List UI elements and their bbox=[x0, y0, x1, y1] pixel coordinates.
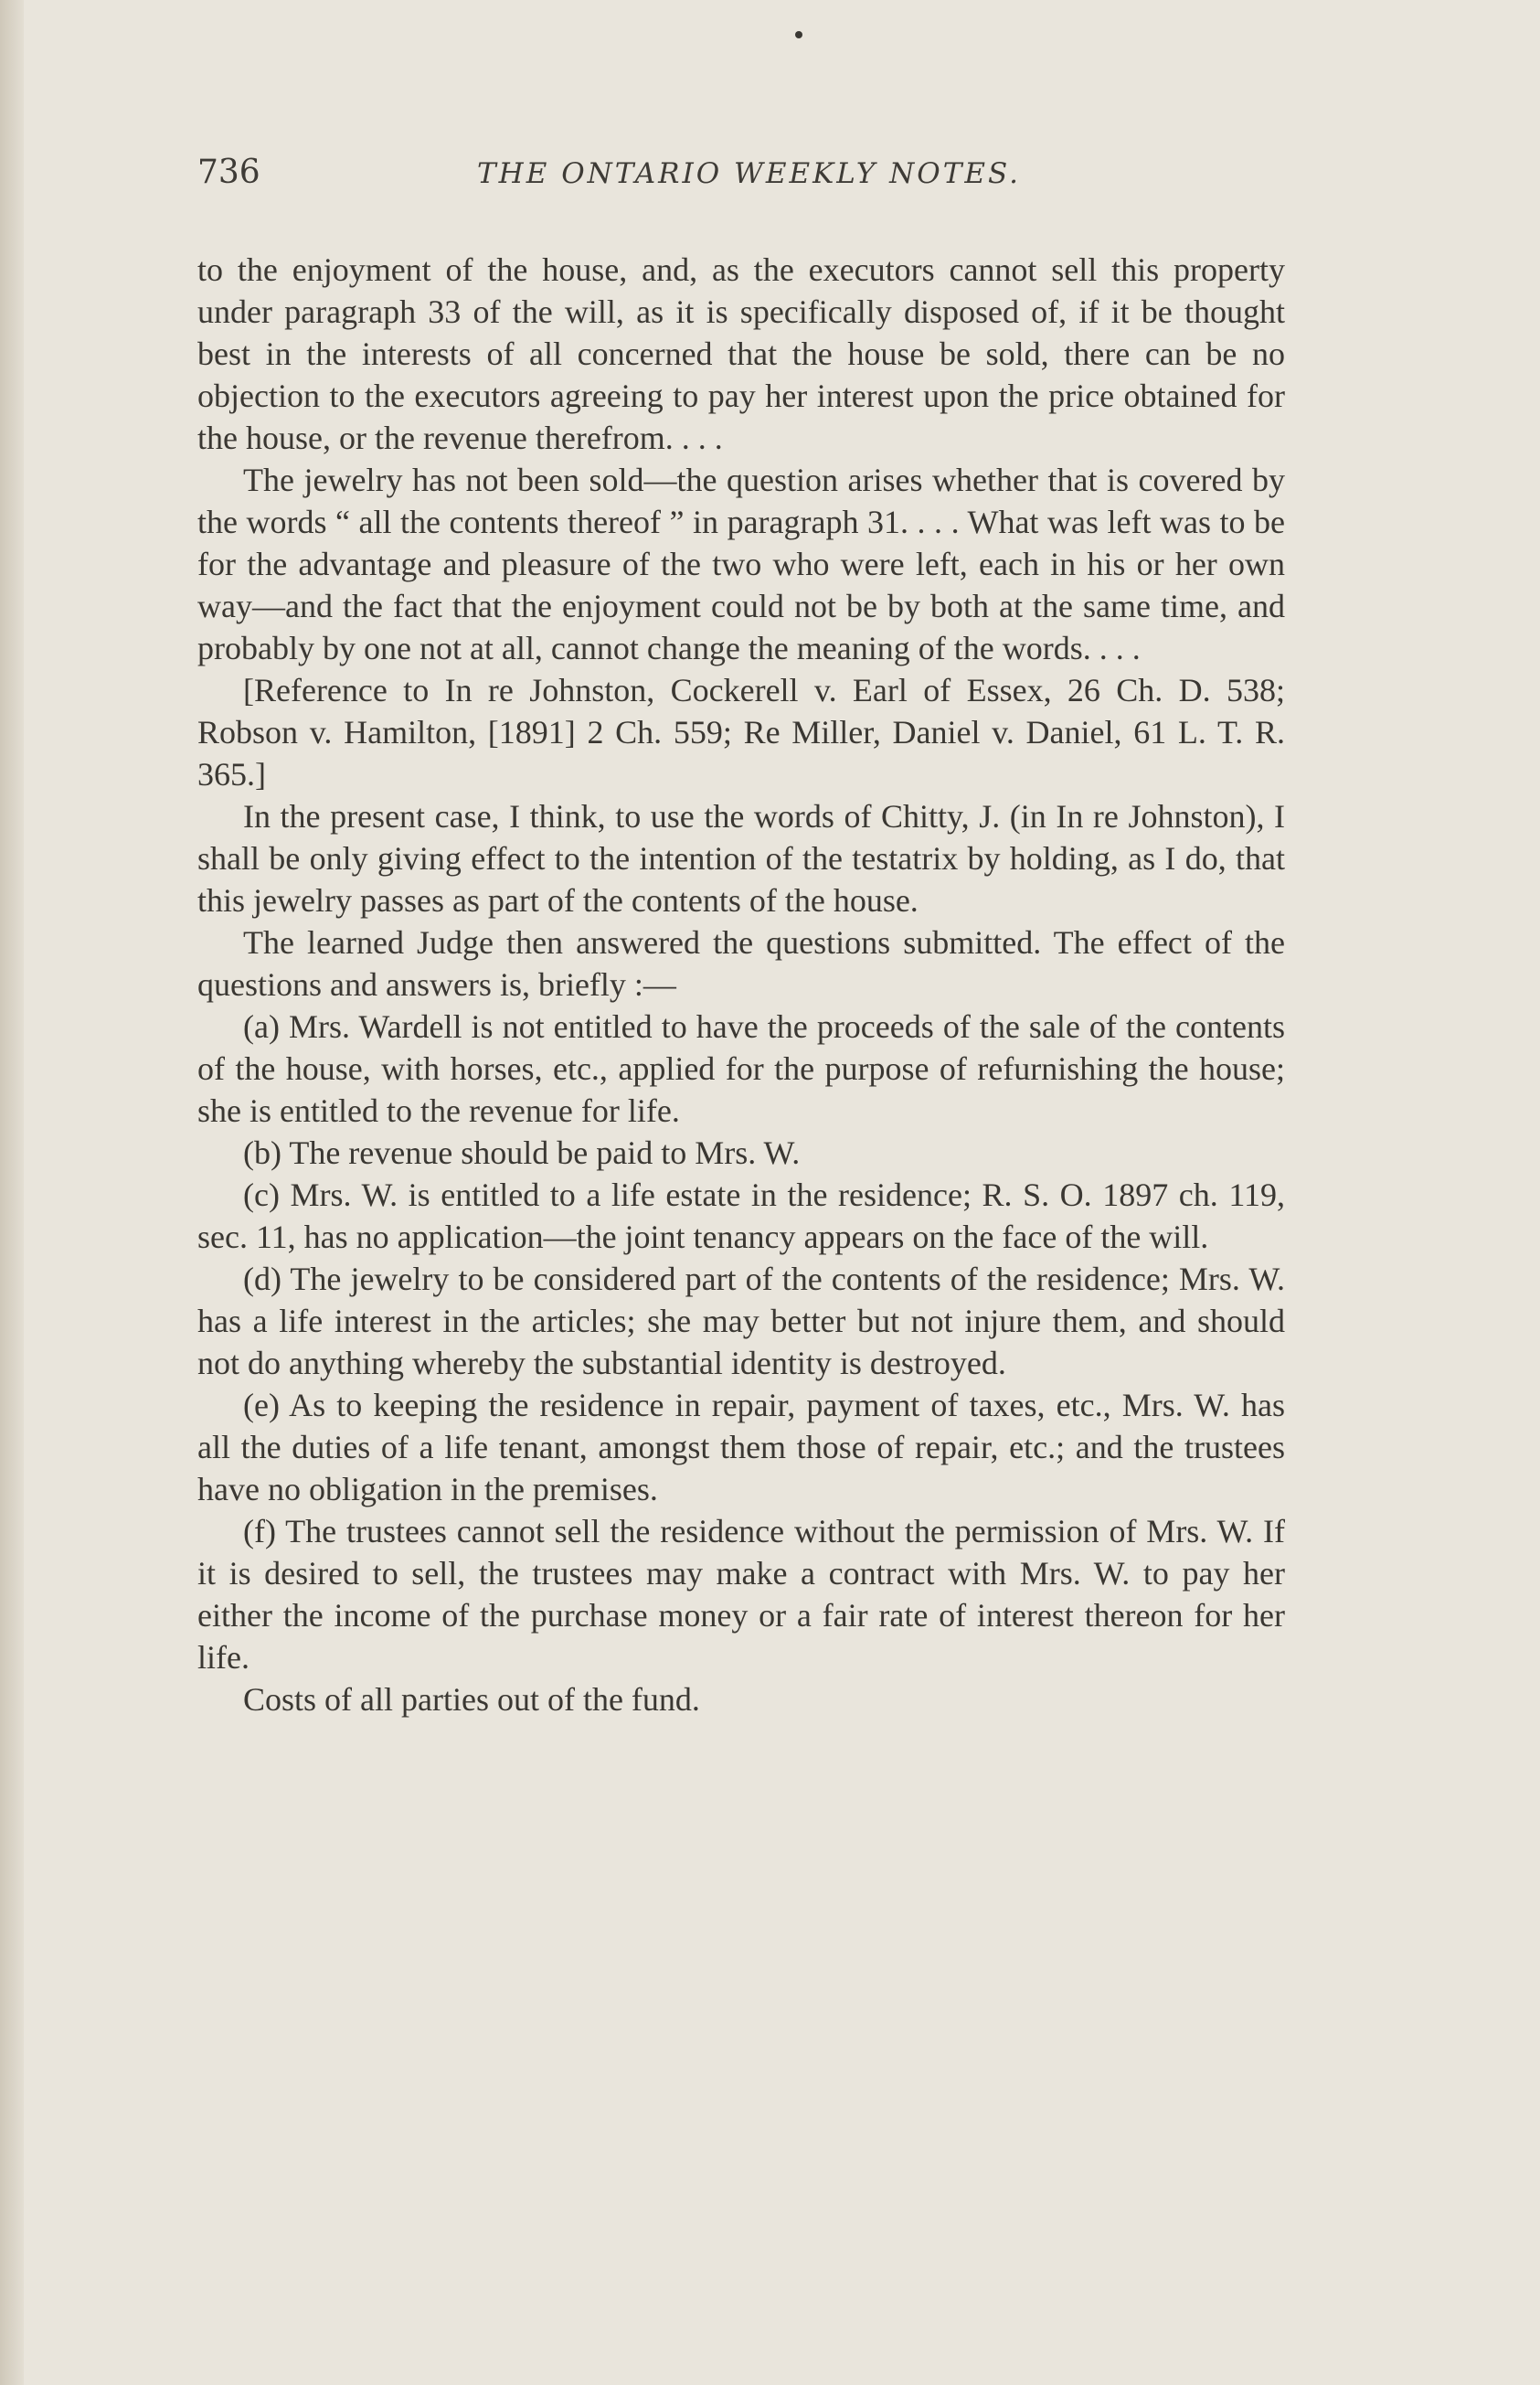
paragraph-answer-f: (f) The trustees cannot sell the residence without the permission of Mrs. W. If it is desired to sell, the trustees may make a contract with Mrs. W. to pay her either the income of the purchase money or a fair rate of interest thereon for her life. bbox=[197, 1513, 1285, 1676]
paragraph-answers-intro: The learned Judge then answered the questions submitted. The effect of the questions and answers is, briefly :— bbox=[197, 924, 1285, 1003]
ink-speck bbox=[795, 31, 802, 38]
paragraph-answer-b: (b) The revenue should be paid to Mrs. W. bbox=[243, 1134, 801, 1171]
body-text bbox=[197, 249, 1285, 1720]
page-binding-edge bbox=[0, 0, 24, 2385]
page-number: 736 bbox=[197, 154, 260, 191]
paragraph-holding: In the present case, I think, to use the words of Chitty, J. (in In re Johnston), I shall be only giving effect to the intention of the testatrix by holding, as I do, that this jewelry passes as part of the contents of the house. bbox=[197, 798, 1285, 919]
paragraph-answer-e: (e) As to keeping the residence in repair, payment of taxes, etc., Mrs. W. has all the duties of a life tenant, amongst them those of repair, etc.; and the trustees have no obligation in the premises. bbox=[197, 1387, 1285, 1507]
paragraph-jewelry: The jewelry has not been sold—the question arises whether that is covered by the words “ all the contents thereof ” in paragraph 31. . . . What was left was to be for the advantage and pleasure of the two who were left, each in his or her own way—and the fact that the enjoyment could not be by both at the same time, and probably by one not at all, cannot change the meaning of the words. . . . bbox=[197, 462, 1285, 666]
paragraph-answer-a: (a) Mrs. Wardell is not entitled to have the proceeds of the sale of the contents of the house, with horses, etc., applied for the purpose of refurnishing the house; she is entitled to the revenue for life. bbox=[197, 1008, 1285, 1129]
paragraph-continuation: to the enjoyment of the house, and, as the executors cannot sell this property under paragraph 33 of the will, as it is specifically disposed of, if it be thought best in the interests of all concerned that the house be sold, there can be no objection to the executors agreeing to pay her interest upon the price obtained for the house, or the revenue therefrom. . . . bbox=[197, 251, 1285, 456]
running-head: THE ONTARIO WEEKLY NOTES. bbox=[477, 157, 1021, 190]
paragraph-answer-c: (c) Mrs. W. is entitled to a life estate in the residence; R. S. O. 1897 ch. 119, sec. 11, has no application—the joint tenancy appears on the face of the will. bbox=[197, 1177, 1285, 1255]
paragraph-answer-d: (d) The jewelry to be considered part of the contents of the residence; Mrs. W. has a life interest in the articles; she may better but not injure them, and should not do anything whereby the substantial identity is destroyed. bbox=[197, 1261, 1285, 1381]
paragraph-costs: Costs of all parties out of the fund. bbox=[243, 1681, 700, 1718]
paragraph-references: [Reference to In re Johnston, Cockerell v. Earl of Essex, 26 Ch. D. 538; Robson v. Hamilton, [1891] 2 Ch. 559; Re Miller, Daniel v. Daniel, 61 L. T. R. 365.] bbox=[197, 672, 1285, 793]
page-header bbox=[197, 154, 1285, 199]
